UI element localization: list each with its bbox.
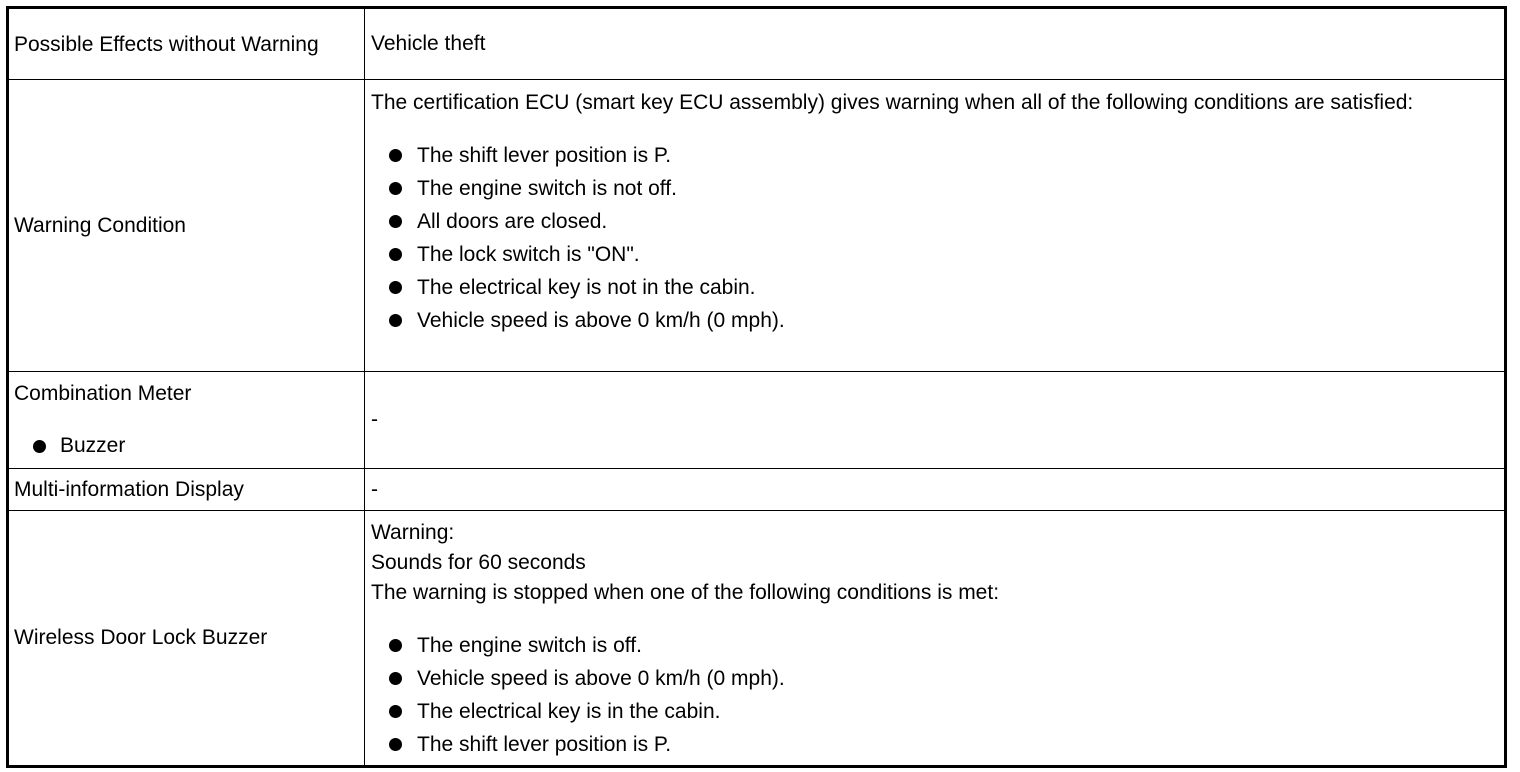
bullet-icon <box>389 672 402 685</box>
table-row-multi-information-display <box>8 469 1506 511</box>
list-item-text: The lock switch is "ON". <box>417 243 640 266</box>
list-item <box>371 172 1504 205</box>
table-row-warning-condition <box>8 80 1506 372</box>
bullet-icon <box>389 705 402 718</box>
table-row-wireless-door-lock-buzzer <box>8 511 1506 767</box>
list-item <box>371 695 1504 728</box>
list-item <box>371 728 1504 761</box>
row-label-possible-effects: Possible Effects without Warning <box>8 8 365 80</box>
bullet-icon <box>389 639 402 652</box>
bullet-icon <box>389 215 402 228</box>
row-label-combination-meter <box>8 372 365 469</box>
buzzer-line: Sounds for 60 seconds <box>371 551 586 574</box>
list-item <box>371 304 1504 337</box>
bullet-icon <box>33 440 46 453</box>
row-label-warning-condition: Warning Condition <box>8 80 365 372</box>
table-row-possible-effects <box>8 8 1506 80</box>
row-value-combination-meter: - <box>365 372 1506 469</box>
list-item-text: The engine switch is not off. <box>417 177 677 200</box>
list-item <box>371 629 1504 662</box>
row-value-multi-information-display: - <box>365 469 1506 511</box>
buzzer-line: Warning: <box>371 521 455 544</box>
list-item-text: The electrical key is in the cabin. <box>417 700 721 723</box>
bullet-icon <box>389 738 402 751</box>
table-row-combination-meter <box>8 372 1506 469</box>
list-item <box>371 271 1504 304</box>
row-value-warning-condition <box>365 80 1506 372</box>
list-item-text: The shift lever position is P. <box>417 733 672 756</box>
list-item-text: The engine switch is off. <box>417 634 642 657</box>
list-item <box>371 662 1504 695</box>
list-item <box>371 238 1504 271</box>
list-item-text: Buzzer <box>60 434 126 457</box>
bullet-icon <box>389 314 402 327</box>
list-item-text: All doors are closed. <box>417 210 608 233</box>
buzzer-line: The warning is stopped when one of the following conditions is met: <box>371 581 1000 604</box>
list-item <box>371 205 1504 238</box>
list-item-text: Vehicle speed is above 0 km/h (0 mph). <box>417 667 785 690</box>
list-item <box>14 431 364 461</box>
list-item-text: Vehicle speed is above 0 km/h (0 mph). <box>417 309 785 332</box>
bullet-icon <box>389 149 402 162</box>
combination-meter-label: Combination Meter <box>14 382 192 405</box>
list-item-text: The shift lever position is P. <box>417 144 672 167</box>
bullet-icon <box>389 248 402 261</box>
row-label-multi-information-display: Multi-information Display <box>8 469 365 511</box>
combination-meter-sublist <box>14 431 364 461</box>
row-label-wireless-door-lock-buzzer: Wireless Door Lock Buzzer <box>8 511 365 767</box>
row-value-possible-effects: Vehicle theft <box>365 8 1506 80</box>
list-item-text: The electrical key is not in the cabin. <box>417 276 756 299</box>
buzzer-stop-condition-list <box>371 629 1504 761</box>
warning-spec-table <box>6 6 1507 768</box>
bullet-icon <box>389 281 402 294</box>
row-value-wireless-door-lock-buzzer <box>365 511 1506 767</box>
warning-condition-list <box>371 139 1504 337</box>
warning-condition-intro: The certification ECU (smart key ECU assembly) gives warning when all of the following conditions are satisfied: <box>371 91 1414 114</box>
bullet-icon <box>389 182 402 195</box>
list-item <box>371 139 1504 172</box>
